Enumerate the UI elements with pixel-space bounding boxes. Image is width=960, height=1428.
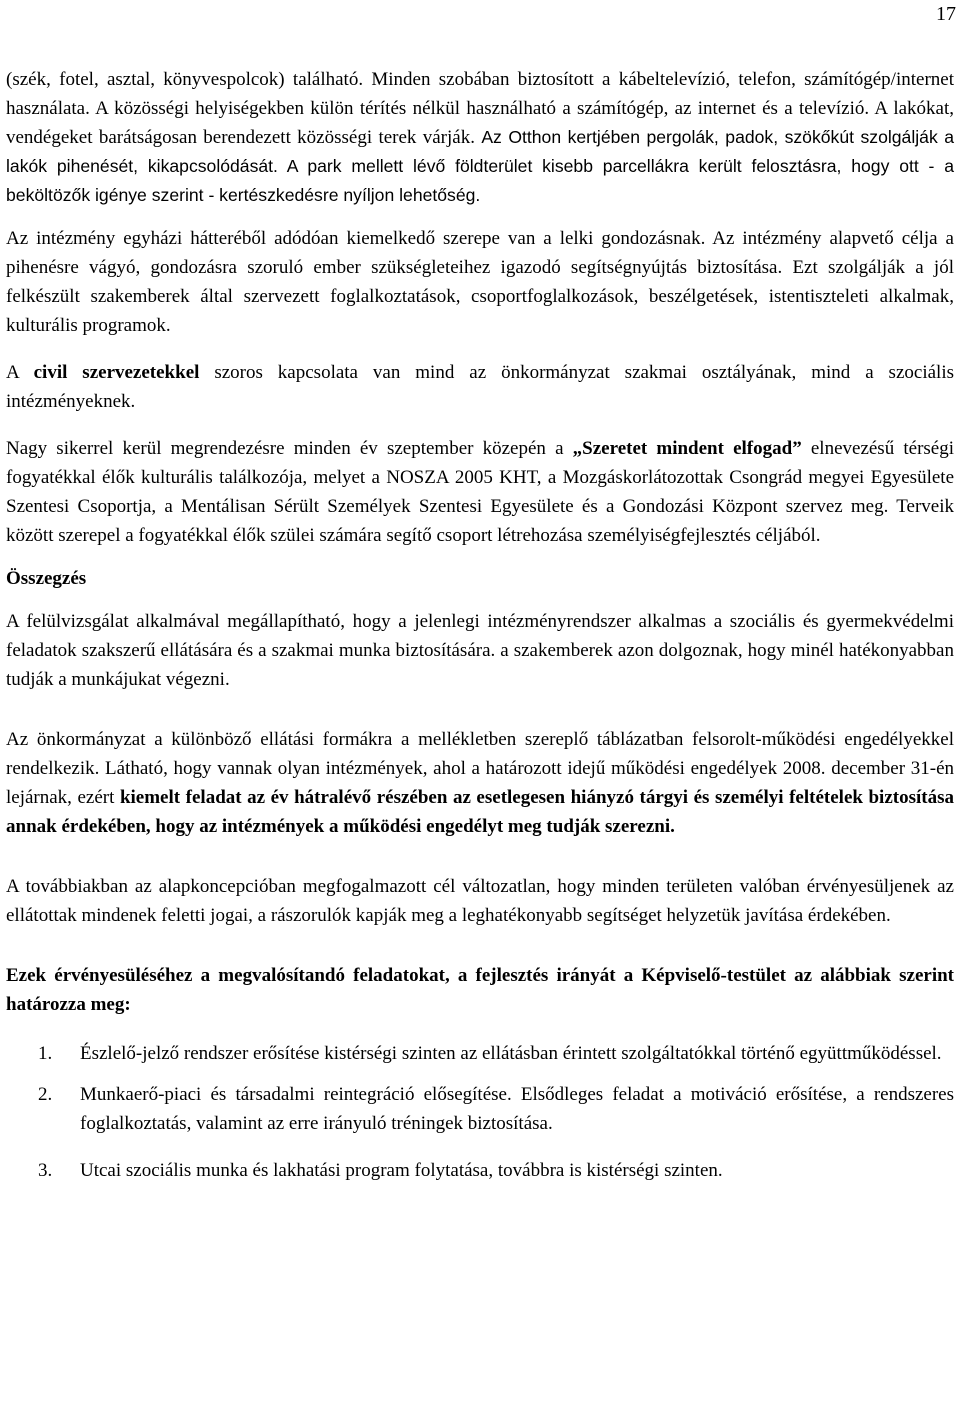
paragraph-concept: A továbbiakban az alapkoncepcióban megfogalmazott cél változatlan, hogy minden területen valóban érvényesüljenek az ellátottak mindenek feletti jogai, a rászorulók kapják meg a leghatékonyabb segítséget helyzetük javítása érdekében. — [6, 876, 954, 926]
paragraph-licenses — [6, 725, 954, 841]
task-list — [6, 1039, 954, 1185]
civil-pre: A — [6, 362, 34, 383]
document-body — [6, 65, 954, 1185]
page-number: 17 — [936, 3, 956, 25]
garden-text: Az Otthon kertjében pergolák, padok, szökőkút szolgálják a lakók pihenését, kikapcsolódását. — [6, 127, 954, 176]
list-item — [6, 1039, 954, 1068]
list-item-number: 1. — [38, 1043, 53, 1064]
event-post: elnevezésű térségi fogyatékkal élők kulturális találkozója, melyet a NOSZA 2005 KHT, a Mozgáskorlátozottak Csongrád megyei Egyesülete Szentesi Csoportja, a Mentálisan Sérült Személyek Szentesi Egyesülete és a Gondozási Központ szervez meg. Terveik között szerepel a fogyatékkal élők szülei számára segítő csoport létrehozása személyiségfejlesztés céljából. — [6, 438, 954, 546]
list-item-text: Észlelő-jelző rendszer erősítése kistérségi szinten az ellátásban érintett szolgáltatókkal történő együttműködéssel. — [80, 1043, 942, 1064]
civil-post: szoros kapcsolata van mind az önkormányzat szakmai osztályának, mind a szociális intézményeknek. — [6, 362, 954, 412]
paragraph-facilities — [6, 65, 954, 210]
licenses-bold: kiemelt feladat az év hátralévő részében az esetlegesen hiányzó tárgyi és személyi feltételek biztosítása annak érdekében, hogy az intézmények a működési engedélyt meg tudják szerezni. — [6, 787, 954, 837]
paragraph-cultural-event — [6, 434, 954, 550]
list-item-number: 3. — [38, 1160, 53, 1181]
list-item — [6, 1080, 954, 1138]
list-item-text: Utcai szociális munka és lakhatási program folytatása, továbbra is kistérségi szinten. — [80, 1160, 723, 1181]
event-title: „Szeretet mindent elfogad” — [572, 438, 802, 459]
section-heading: Összegzés — [6, 568, 87, 589]
paragraph-tasks-intro: Ezek érvényesüléséhez a megvalósítandó feladatokat, a fejlesztés irányát a Képviselő-testület az alábbiak szerint határozza meg: — [6, 965, 954, 1015]
paragraph-spiritual-care: Az intézmény egyházi hátteréből adódóan kiemelkedő szerepe van a lelki gondozásnak. Az intézmény alapvető célja a pihenésre vágyó, gondozásra szoruló ember szükségleteihez igazodó segítségnyújtás biztosítása. Ezt szolgálják a jól felkészült szakemberek által szervezett foglalkoztatások, csoportfoglalkozások, beszélgetések, istentiszteleti alkalmak, kulturális programok. — [6, 228, 954, 336]
facilities-text: (szék, fotel, asztal, könyvespolcok) található. Minden szobában biztosított a kábeltelevízió, telefon, számítógép/internet használata. A közösségi helyiségekben külön térítés nélkül használható a számítógép, az internet és a televízió. A lakókat, vendégeket barátságosan berendezett közösségi terek várják. — [6, 69, 954, 148]
licenses-pre: Az önkormányzat a különböző ellátási formákra a mellékletben szereplő táblázatban felsorolt-működési engedélyekkel rendelkezik. Látható, hogy vannak olyan intézmények, ahol a határozott idejű működési engedélyek 2008. december 31-én lejárnak, ezért — [6, 729, 954, 808]
park-text: A park mellett lévő földterület kisebb parcellákra került felosztásra, hogy ott - a beköltözők igénye szerint - kertészkedésre nyíljon lehetőség. — [6, 156, 954, 205]
list-item-text: Munkaerő-piaci és társadalmi reintegráció elősegítése. Elsődleges feladat a motiváció erősítése, a rendszeres foglalkoztatás, valamint az erre irányuló tréningek biztosítása. — [80, 1084, 954, 1134]
paragraph-civil-organizations — [6, 358, 954, 416]
civil-bold: civil szervezetekkel — [33, 362, 200, 383]
paragraph-summary: A felülvizsgálat alkalmával megállapítható, hogy a jelenlegi intézményrendszer alkalmas a szociális és gyermekvédelmi feladatok szakszerű ellátására és a szakmai munka biztosítására. a szakemberek azon dolgoznak, hogy minél hatékonyabban tudják a munkájukat végezni. — [6, 611, 954, 690]
list-item-number: 2. — [38, 1084, 53, 1105]
list-item — [6, 1156, 954, 1185]
event-pre: Nagy sikerrel kerül megrendezésre minden év szeptember közepén a — [6, 438, 573, 459]
